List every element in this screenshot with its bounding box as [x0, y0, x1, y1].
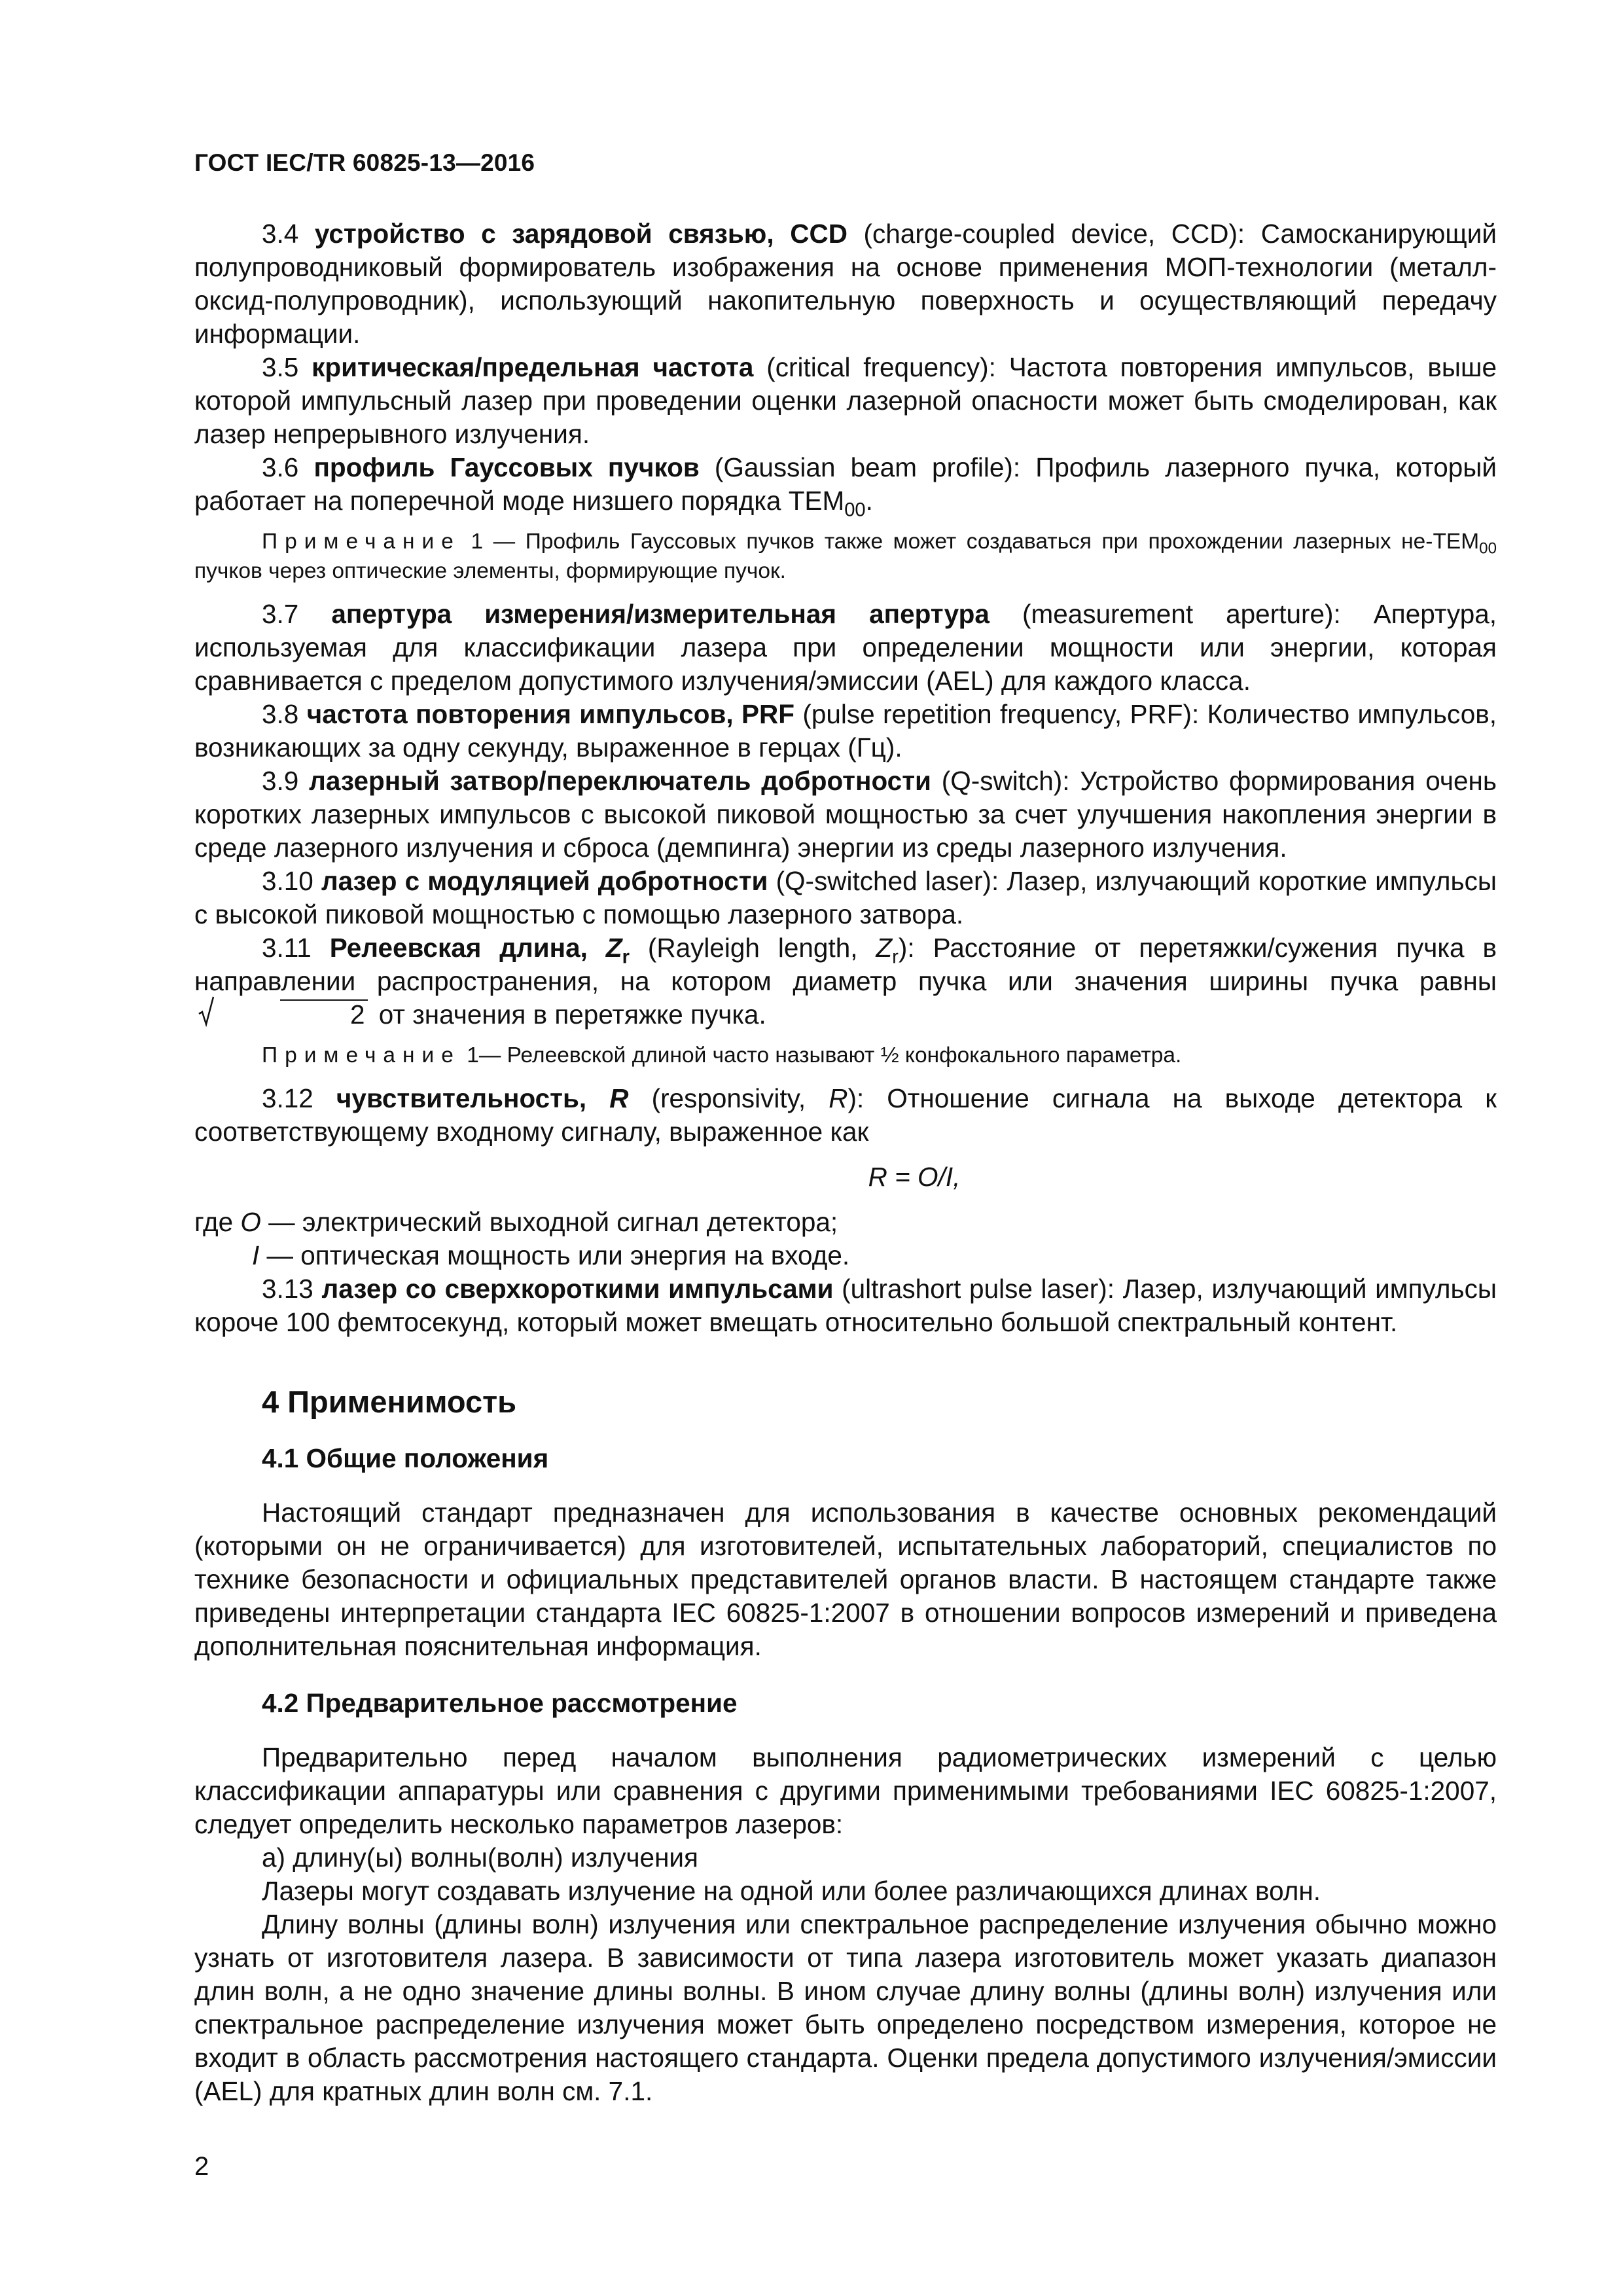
where-line-2	[194, 1239, 1497, 1272]
clause-number: 3.11	[262, 933, 312, 963]
subscript: 00	[1479, 539, 1497, 558]
clause-number: 3.4	[262, 219, 299, 249]
term: лазерный затвор/переключатель добротности	[309, 766, 931, 796]
term-symbol: Z	[605, 933, 622, 963]
term: частота повторения импульсов, PRF	[306, 699, 794, 729]
where-line-1	[194, 1206, 1497, 1239]
symbol: I	[252, 1240, 260, 1270]
definition-text: (charge-coupled device, CCD): Самосканирующий полупроводниковый формирователь изображения на основе применения МОП-технологии (металл-оксид-полупроводник), использующий накопительную поверхность и осуществляющий передачу информации.	[194, 219, 1497, 349]
definition-text: ): Расстояние от перетяжки/сужения пучка в направлении распространения, на котором диаметр пучка или значения ширины пучка равны	[194, 933, 1497, 996]
term: лазер с модуляцией добротности	[321, 866, 768, 896]
definition-text: (ultrashort pulse laser): Лазер, излучающий импульсы короче 100 фемтосекунд, который может вмещать относительно большой спектральный контент.	[194, 1274, 1497, 1337]
note-text: 1 — Профиль Гауссовых пучков также может создаваться при прохождении лазерных не-TEM	[460, 529, 1480, 554]
definition-text: (critical frequency): Частота повторения импульсов, выше которой импульсный лазер при проведении оценки лазерной опасности может быть смоделирован, как лазер непрерывного излучения.	[194, 352, 1497, 449]
radicand: 2	[280, 999, 368, 1028]
symbol: Z	[876, 933, 893, 963]
clause-number: 3.10	[262, 866, 313, 896]
clause-number: 3.13	[262, 1274, 313, 1304]
subsection-heading-4-2: 4.2 Предварительное рассмотрение	[262, 1688, 738, 1718]
definition-3-9	[194, 764, 1497, 865]
section-heading-4: 4 Применимость	[262, 1384, 517, 1419]
definition-text-end: ): Отношение сигнала на выходе детектора к соответствующему входному сигналу, выраженное как	[194, 1083, 1497, 1147]
definition-3-10	[194, 865, 1497, 931]
clause-number: 3.12	[262, 1083, 313, 1113]
term: устройство с зарядовой связью, CCD	[314, 219, 847, 249]
symbol: R	[829, 1083, 848, 1113]
note-text: 1— Релеевской длиной часто называют ½ конфокального параметра.	[460, 1043, 1182, 1067]
term: Релеевская длина,	[329, 933, 606, 963]
definition-3-11	[194, 931, 1497, 1031]
definition-3-12	[194, 1082, 1497, 1149]
where-text: — электрический выходной сигнал детектора;	[260, 1207, 838, 1237]
where-text: — оптическая мощность или энергия на входе.	[259, 1240, 850, 1270]
clause-number: 3.7	[262, 599, 299, 629]
subscript: r	[892, 946, 899, 968]
punctuation: .	[865, 486, 873, 516]
definition-text: (responsivity,	[628, 1083, 829, 1113]
note-3-6	[194, 527, 1497, 586]
note-label: Примечание	[262, 1043, 461, 1067]
note-3-11	[194, 1041, 1497, 1070]
definition-3-5	[194, 351, 1497, 451]
paragraph-4-1: Настоящий стандарт предназначен для использования в качестве основных рекомендаций (которыми он не ограничивается) для изготовителей, испытательных лабораторий, специалистов по технике безопасности и официальных представителей органов власти. В настоящем стандарте также приведены интерпретации стандарта IEC 60825-1:2007 в отношении вопросов измерений и приведена дополнительная пояснительная информация.	[194, 1498, 1497, 1661]
subscript: r	[622, 946, 630, 968]
term: профиль Гауссовых пучков	[313, 452, 700, 482]
list-item-a: а) длину(ы) волны(волн) излучения	[262, 1842, 698, 1873]
term: критическая/предельная частота	[312, 352, 754, 382]
square-root	[198, 998, 368, 1031]
definition-text: (Q-switched laser): Лазер, излучающий короткие импульсы с высокой пиковой мощностью с помощью лазерного затвора.	[194, 866, 1497, 929]
document-header: ГОСТ IEC/TR 60825-13—2016	[194, 149, 535, 176]
formula: R = O/I,	[868, 1162, 961, 1192]
term: лазер со сверхкороткими импульсами	[321, 1274, 834, 1304]
document-body	[194, 217, 1497, 2108]
clause-number: 3.6	[262, 452, 299, 482]
clause-number: 3.9	[262, 766, 299, 796]
subscript: 00	[844, 499, 866, 521]
definition-3-4	[194, 217, 1497, 351]
where-prefix: где	[194, 1207, 241, 1237]
symbol: O	[240, 1207, 261, 1237]
term-symbol: R	[609, 1083, 629, 1113]
definition-text: (Rayleigh length,	[629, 933, 876, 963]
term: апертура измерения/измерительная апертура	[331, 599, 990, 629]
subsection-heading-4-1: 4.1 Общие положения	[262, 1443, 549, 1473]
definition-3-7	[194, 598, 1497, 698]
definition-3-6	[194, 451, 1497, 521]
paragraph-4-2-2: Лазеры могут создавать излучение на одной или более различающихся длинах волн.	[262, 1876, 1321, 1906]
definition-text: (Q-switch): Устройство формирования очень коротких лазерных импульсов с высокой пиковой мощностью за счет улучшения накопления энергии в среде лазерного излучения и сброса (демпинга) энергии из среды лазерного излучения.	[194, 766, 1497, 863]
definition-3-8	[194, 698, 1497, 764]
definition-text-end: от значения в перетяжке пучка.	[371, 999, 766, 1030]
paragraph-4-2-intro: Предварительно перед началом выполнения радиометрических измерений с целью классификации аппаратуры или сравнения с другими применимыми требованиями IEC 60825-1:2007, следует определить несколько параметров лазеров:	[194, 1742, 1497, 1839]
definition-text: (measurement aperture): Апертура, используемая для классификации лазера при определении мощности или энергии, которая сравнивается с пределом допустимого излучения/эмиссии (AEL) для каждого класса.	[194, 599, 1497, 696]
definition-text: (pulse repetition frequency, PRF): Количество импульсов, возникающих за одну секунду, выраженное в герцах (Гц).	[194, 699, 1497, 762]
definition-3-13	[194, 1272, 1497, 1339]
note-text-end: пучков через оптические элементы, формирующие пучок.	[194, 559, 786, 583]
note-label: Примечание	[262, 529, 461, 554]
paragraph-4-2-3: Длину волны (длины волн) излучения или спектральное распределение излучения обычно можно узнать от изготовителя лазера. В зависимости от типа лазера изготовитель может указать диапазон длин волн, а не одно значение длины волны. В ином случае длину волны (длины волн) излучения или спектральное распределение излучения может быть определено посредством измерения, которое не входит в область рассмотрения настоящего стандарта. Оценки предела допустимого излучения/эмиссии (AEL) для кратных длин волн см. 7.1.	[194, 1909, 1497, 2106]
page-number: 2	[194, 2152, 209, 2181]
definition-text: (Gaussian beam profile): Профиль лазерного пучка, который работает на поперечной моде низшего порядка TEM	[194, 452, 1497, 516]
radical-sign-icon	[198, 994, 214, 1027]
clause-number: 3.5	[262, 352, 299, 382]
term: чувствительность,	[336, 1083, 610, 1113]
clause-number: 3.8	[262, 699, 299, 729]
